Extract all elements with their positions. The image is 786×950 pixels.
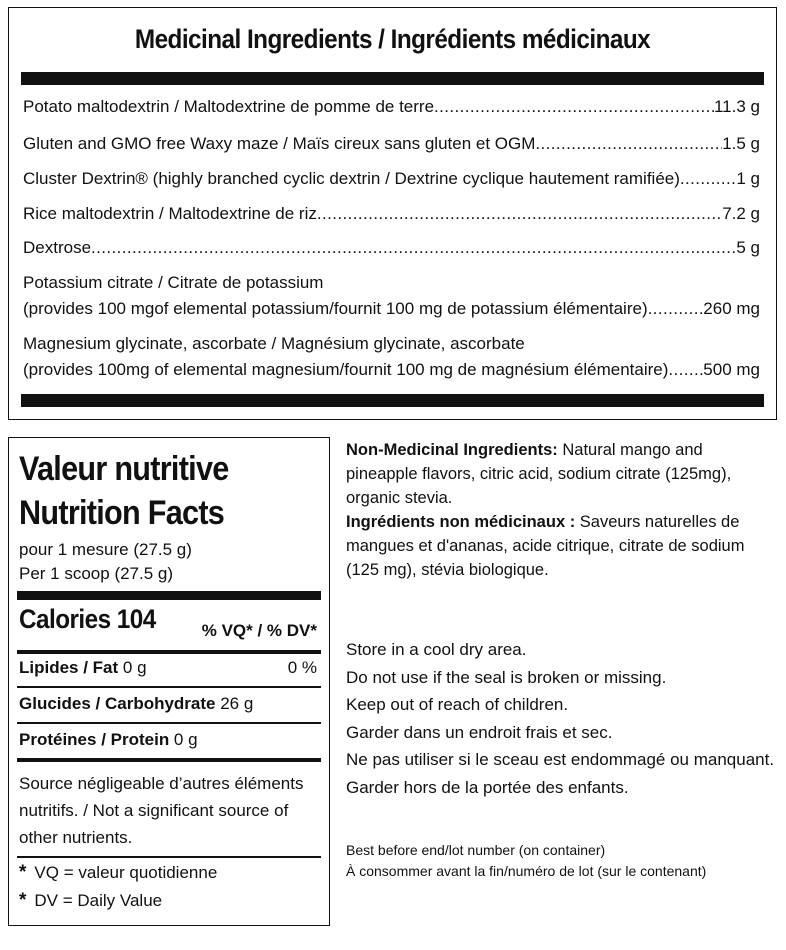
medium-divider [17, 758, 321, 762]
thick-divider [17, 591, 321, 600]
ingredient-name: Potato maltodextrin / Maltodextrine de pomme de terre [23, 97, 435, 116]
legend-text: VQ = valeur quotidienne [34, 863, 218, 882]
ingredient-row-dextrose [23, 235, 760, 261]
nutrition-title-fr: Valeur nutritive [19, 450, 229, 488]
best-before-fr: À consommer avant la fin/numéro de lot (sur le contenant) [346, 863, 707, 879]
nutrient-carbohydrate [19, 694, 253, 714]
medium-divider [17, 650, 321, 654]
top-divider-bar [21, 72, 764, 85]
leader-dots [668, 357, 703, 383]
storage-line: Keep out of reach of children. [346, 695, 569, 714]
calories: Calories 104 [19, 604, 156, 634]
legend-text: DV = Daily Value [34, 891, 163, 910]
leader-dots [434, 94, 714, 120]
ingredient-potassium-citrate-name: Potassium citrate / Citrate de potassium [23, 273, 324, 292]
best-before-en: Best before end/lot number (on container) [346, 842, 606, 858]
storage-line: Garder hors de la portée des enfants. [346, 777, 629, 797]
nutrition-title-en: Nutrition Facts [19, 494, 225, 532]
bottom-divider-bar [21, 394, 764, 407]
ingredient-amount: 260 mg [703, 299, 760, 318]
nutrient-label: Lipides / Fat [19, 658, 119, 677]
non-medicinal-ingredients [346, 438, 778, 582]
ingredient-amount: 5 g [736, 238, 760, 257]
ingredient-row-cluster-dextrin [23, 166, 760, 192]
ingredient-name: Dextrose [23, 238, 92, 257]
ingredient-row-potassium-citrate [23, 296, 760, 322]
nutrient-label: Glucides / Carbohydrate [19, 694, 216, 713]
medicinal-ingredients-panel [8, 7, 777, 420]
nutrient-value: 0 g [118, 658, 147, 677]
insignificant-source-note: Source négligeable d’autres éléments nutritifs. / Not a significant source of other nutrients. [19, 774, 304, 847]
ingredient-row-potato-maltodextrin [23, 94, 760, 120]
ingredient-amount: 1.5 g [722, 134, 760, 153]
ingredient-detail: (provides 100 mgof elemental potassium/fournit 100 mg de potassium élémentaire) [23, 299, 648, 318]
nutrient-fat-dv: 0 % [287, 658, 317, 677]
legend-vq [19, 862, 217, 884]
nutrient-fat [19, 658, 147, 678]
ingredient-amount: 500 mg [703, 360, 760, 379]
nutrient-value: 26 g [215, 694, 254, 713]
serving-size-fr: pour 1 mesure (27.5 g) [19, 540, 192, 559]
leader-dots [317, 201, 722, 227]
nutrient-label: Protéines / Protein [19, 730, 170, 749]
ingredient-amount: 7.2 g [722, 204, 760, 223]
ingredient-name: Gluten and GMO free Waxy maze / Maïs cireux sans gluten et OGM [23, 134, 536, 153]
ingredient-amount: 1 g [736, 169, 760, 188]
storage-line: Do not use if the seal is broken or missing. [346, 667, 667, 687]
asterisk: * [19, 862, 27, 883]
medicinal-ingredients-title: Medicinal Ingredients / Ingrédients médicinaux [134, 24, 651, 54]
ingredient-row-magnesium [23, 357, 760, 383]
nutrient-value: 0 g [169, 730, 198, 749]
nutrition-facts-table [8, 437, 330, 926]
thin-divider [17, 856, 321, 858]
storage-line: Store in a cool dry area. [346, 640, 527, 659]
ingredient-name: Cluster Dextrin® (highly branched cyclic dextrin / Dextrine cyclique hautement ramifiée) [23, 169, 680, 188]
non-medicinal-en-label: Non-Medicinal Ingredients: [346, 441, 558, 459]
ingredient-detail: (provides 100mg of elemental magnesium/fournit 100 mg de magnésium élémentaire) [23, 360, 669, 379]
storage-warnings [346, 636, 778, 801]
ingredient-row-waxy-maize [23, 131, 760, 157]
ingredient-magnesium-name: Magnesium glycinate, ascorbate / Magnésium glycinate, ascorbate [23, 334, 525, 353]
legend-dv [19, 890, 162, 912]
non-medicinal-en-text: Natural mango and pineapple flavors, citric acid, sodium citrate (125mg), organic stevia. [346, 441, 732, 507]
non-medicinal-en [346, 438, 778, 510]
leader-dots [91, 235, 736, 261]
asterisk: * [19, 890, 27, 911]
non-medicinal-fr [346, 510, 778, 582]
storage-line: Ne pas utiliser si le sceau est endommagé ou manquant. [346, 750, 775, 769]
best-before-info [346, 840, 778, 882]
daily-value-header: % VQ* / % DV* [201, 621, 317, 640]
non-medicinal-fr-label: Ingrédients non médicinaux : [346, 513, 576, 531]
ingredient-row-rice-maltodextrin [23, 201, 760, 227]
ingredient-name: Rice maltodextrin / Maltodextrine de riz [23, 204, 317, 223]
ingredient-amount: 11.3 g [713, 97, 760, 116]
thin-divider [17, 686, 321, 688]
nutrient-protein [19, 730, 198, 750]
storage-line: Garder dans un endroit frais et sec. [346, 722, 613, 742]
leader-dots [648, 296, 704, 322]
leader-dots [680, 166, 736, 192]
leader-dots [535, 131, 722, 157]
non-medicinal-fr-text: Saveurs naturelles de mangues et d'ananas, acide citrique, citrate de sodium (125 mg), stévia biologique. [346, 513, 745, 579]
thin-divider [17, 722, 321, 724]
serving-size-en: Per 1 scoop (27.5 g) [19, 564, 174, 583]
